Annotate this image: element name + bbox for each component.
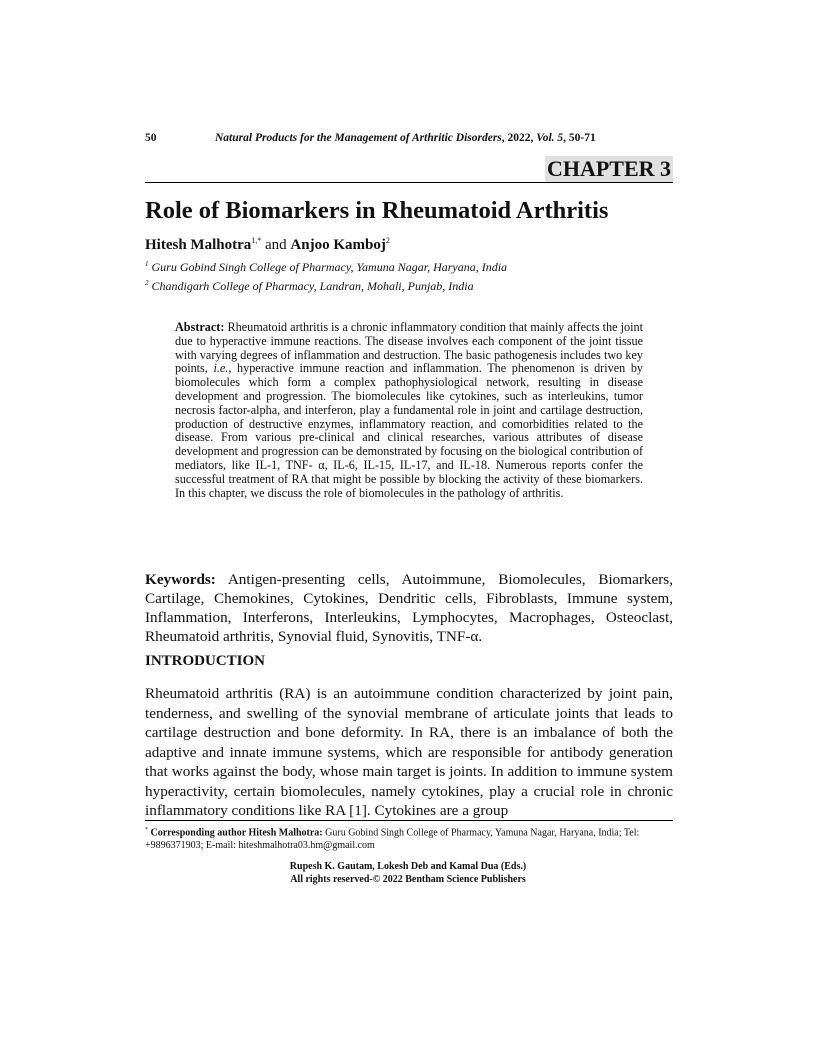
affiliation-2-sup: 2 (145, 279, 149, 287)
footnote-divider (145, 820, 673, 821)
page-range: , 50-71 (563, 132, 596, 144)
author-line (145, 236, 390, 254)
chapter-title: Role of Biomarkers in Rheumatoid Arthritis (145, 197, 609, 224)
footnote-label: Corresponding author Hitesh Malhotra: (148, 827, 323, 839)
keywords-text: Antigen-presenting cells, Autoimmune, Biomolecules, Biomarkers, Cartilage, Chemokines, Cytokines, Dendritic cells, Fibroblasts, Immune system, Inflammation, Interferons, Interleukins, Lymphocytes, Macrophages, Osteoclast, Rheumatoid arthritis, Synovial fluid, Synovitis, TNF-α. (145, 571, 673, 645)
page-number: 50 (145, 132, 157, 144)
chapter-divider (145, 182, 673, 183)
affiliation-2-text: Chandigarh College of Pharmacy, Landran, Mohali, Punjab, India (151, 279, 474, 293)
abstract-label: Abstract: (175, 320, 225, 334)
keywords-label: Keywords: (145, 571, 216, 588)
footnote-text: Guru Gobind Singh College of Pharmacy, Yamuna Nagar, Haryana, India; Tel: +9896371903; E-mail: hiteshmalhotra03.hm@gmail.com (145, 827, 640, 851)
editors-block (0, 861, 816, 886)
affiliation-1-text: Guru Gobind Singh College of Pharmacy, Yamuna Nagar, Haryana, India (151, 260, 508, 274)
abstract (175, 321, 643, 500)
abstract-ie: i.e. (213, 361, 229, 376)
introduction-heading: INTRODUCTION (145, 653, 266, 669)
editors-line: Rupesh K. Gautam, Lokesh Deb and Kamal Dua (Eds.) (289, 861, 527, 872)
introduction-paragraph: Rheumatoid arthritis (RA) is an autoimmune condition characterized by joint pain, tenderness, and swelling of the synovial membrane of articulate joints that leads to cartilage destruction and bone deformity. In RA, there is an imbalance of both the adaptive and innate immune systems, which are responsible for antibody generation that works against the body, whose main target is joints. In addition to immune system hyperactivity, certain biomolecules, namely cytokines, play a crucial role in chronic inflammatory conditions like RA [1]. Cytokines are a group (145, 685, 673, 819)
keywords (145, 570, 673, 646)
book-title: Natural Products for the Management of Arthritic Disorders (215, 132, 502, 144)
copyright-line: All rights reserved-© 2022 Bentham Science Publishers (290, 873, 526, 885)
footnote-sup: * (145, 827, 148, 833)
footnote (145, 824, 675, 853)
volume-label: Vol. 5 (536, 132, 564, 144)
author-2: Anjoo Kamboj (290, 237, 386, 253)
affiliation-2 (145, 279, 474, 294)
year-prefix: , 2022, (501, 132, 537, 144)
author-1: Hitesh Malhotra (145, 237, 252, 253)
author-2-sup: 2 (385, 236, 390, 245)
author-1-sup: 1,* (251, 236, 262, 245)
abstract-text-2: , hyperactive immune reaction and inflammation. The phenomenon is driven by biomolecules which form a complex pathophysiological network, resulting in disease development and progression. The biomolecules like cytokines, such as interleukins, tumor necrosis factor-alpha, and interferon, play a fundamental role in joint and cartilage destruction, production of destructive enzymes, inflammatory reaction, and comorbidities related to the disease. From various pre-clinical and clinical researches, various attributes of disease development and progression can be demonstrated by focusing on the biological contribution of mediators, like IL-1, TNF- α, IL-6, IL-15, IL-17, and IL-18. Numerous reports confer the successful treatment of RA that might be possible by blocking the activity of these biomarkers. In this chapter, we discuss the role of biomolecules in the pathology of arthritis. (175, 361, 644, 500)
chapter-label: CHAPTER 3 (546, 156, 671, 181)
affiliation-1-sup: 1 (145, 260, 149, 268)
affiliation-1 (145, 260, 507, 275)
book-citation (215, 132, 596, 144)
author-conjunction: and (261, 237, 291, 253)
abstract-text-1: Rheumatoid arthritis is a chronic inflammatory condition that mainly affects the joint due to hyperactive immune reactions. The disease involves each component of the joint tissue with varying degrees of inflammation and destruction. The basic pathogenesis includes two key points, (175, 320, 643, 376)
